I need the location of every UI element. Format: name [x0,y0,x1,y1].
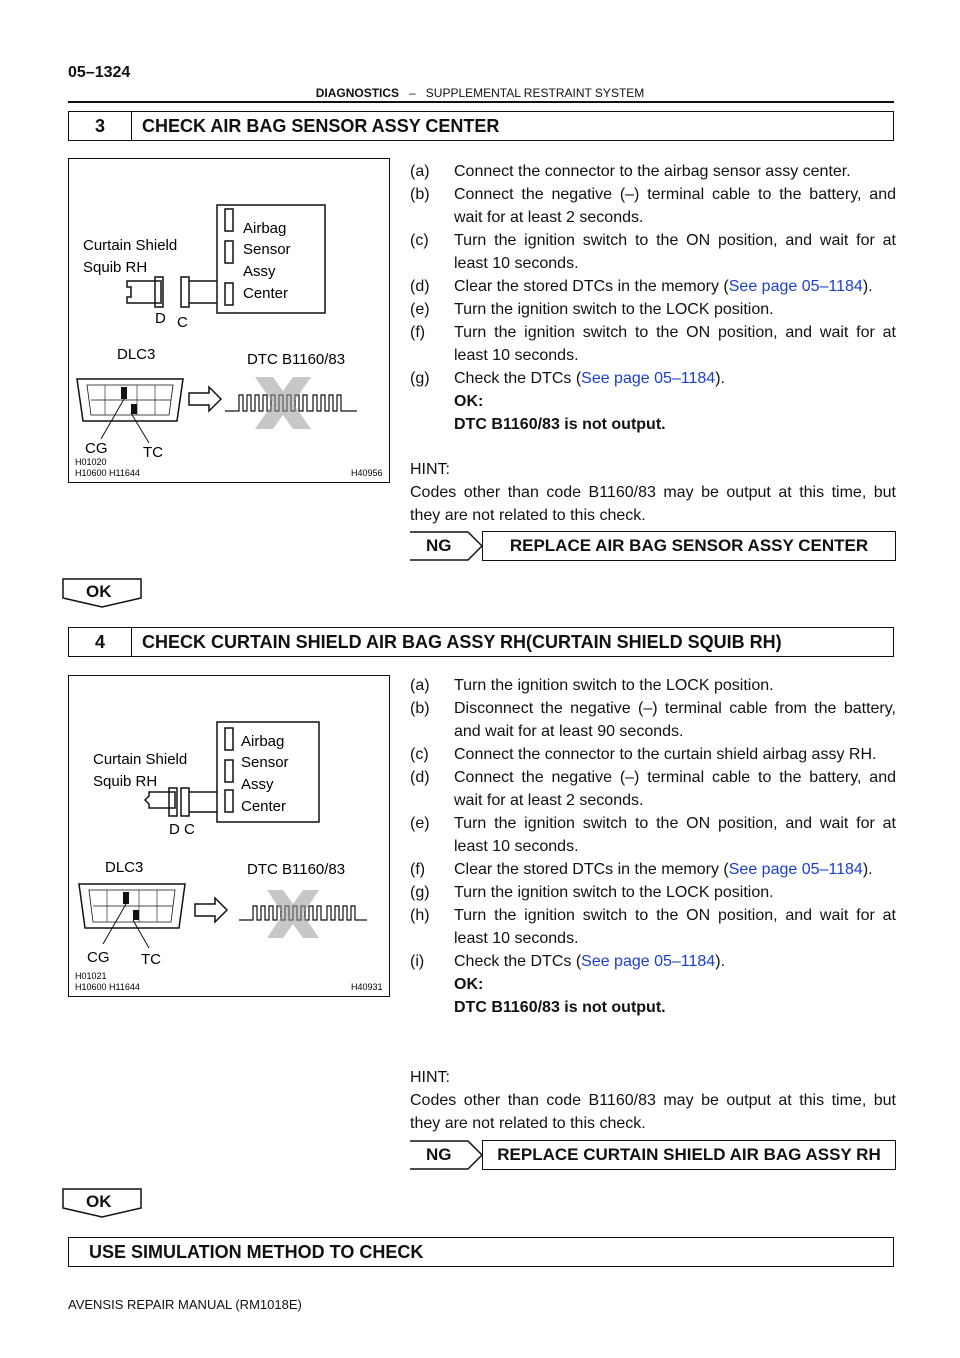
figure-ref-codes-1: H01021 [75,971,107,981]
instruction-item: (g) Check the DTCs (See page 05–1184). [410,370,725,387]
wiring-illustration [69,159,388,481]
instruction-item: (e) Turn the ignition switch to the LOCK position. [410,301,774,318]
squib-label-1: Curtain Shield [93,751,188,768]
header-separator: – [409,86,416,100]
dlc3-label: DLC3 [105,859,144,876]
step-title: CHECK CURTAIN SHIELD AIR BAG ASSY RH(CURTAIN SHIELD SQUIB RH) [142,631,782,652]
instruction-item: (c) Turn the ignition switch to the ON position, and wait for at least 10 seconds. [410,232,896,272]
step-number: 4 [69,628,132,656]
ng-action-box: REPLACE AIR BAG SENSOR ASSY CENTER [482,531,896,561]
step-title: CHECK AIR BAG SENSOR ASSY CENTER [142,115,500,136]
step-4-instructions [410,674,896,1019]
tc-label: TC [141,951,161,968]
instruction-item: (f) Turn the ignition switch to the ON position, and wait for at least 10 seconds. [410,324,896,364]
footer-manual-id: AVENSIS REPAIR MANUAL (RM1018E) [68,1297,302,1312]
figure-h40956 [68,158,390,483]
figure-id: H40931 [351,982,383,992]
subsection-name: SUPPLEMENTAL RESTRAINT SYSTEM [425,86,645,100]
figure-h40931 [68,675,390,997]
dlc3-label: DLC3 [117,346,156,363]
instruction-item: (g) Turn the ignition switch to the LOCK position. [410,884,774,901]
cg-label: CG [87,949,110,966]
step-4-ng-result [410,1140,896,1170]
ng-action-box: REPLACE CURTAIN SHIELD AIR BAG ASSY RH [482,1140,896,1170]
connector-d-label: D [155,310,166,327]
sensor-label-1: Airbag [241,733,285,750]
header-rule [68,101,894,103]
sensor-label-4: Center [241,798,287,815]
sensor-label-2: Sensor [241,754,289,771]
instruction-item: (c) Connect the connector to the curtain shield airbag assy RH. [410,746,877,763]
section-name: DIAGNOSTICS [315,86,400,100]
see-page-link[interactable]: See page 05–1184 [728,278,863,295]
cg-label: CG [85,440,108,457]
figure-ref-codes-1: H01020 [75,457,107,467]
instruction-item: (a) Connect the connector to the airbag sensor assy center. [410,163,851,180]
instruction-item: (d) Clear the stored DTCs in the memory (See page 05–1184). [410,278,873,295]
instruction-item: (i) Check the DTCs (See page 05–1184). [410,953,725,970]
see-page-link[interactable]: See page 05–1184 [728,861,863,878]
instruction-item: (h) Turn the ignition switch to the ON position, and wait for at least 10 seconds. [410,907,896,947]
step-4-header [68,627,894,657]
step-number: 3 [69,112,132,140]
ok-condition: OK: DTC B1160/83 is not output. [454,393,666,433]
sensor-label-1: Airbag [243,220,287,237]
step-3-ng-result [410,531,896,561]
step-3-hint: HINT: Codes other than code B1160/83 may be output at this time, but they are not related to this check. [410,461,896,524]
figure-ref-codes-2: H10600 H11644 [75,982,140,992]
instruction-item: (a) Turn the ignition switch to the LOCK position. [410,677,774,694]
ok-arrow: OK [62,1188,142,1218]
connector-c-label: C [177,314,188,331]
squib-label-2: Squib RH [83,259,148,276]
final-step-title: USE SIMULATION METHOD TO CHECK [89,1241,424,1262]
instruction-item: (f) Clear the stored DTCs in the memory (See page 05–1184). [410,861,873,878]
sensor-label-3: Assy [241,776,274,793]
figure-id: H40956 [351,468,383,478]
see-page-link[interactable]: See page 05–1184 [581,953,716,970]
ng-arrow: NG [410,531,482,561]
see-page-link[interactable]: See page 05–1184 [581,370,716,387]
squib-label-2: Squib RH [93,773,158,790]
page-number: 05–1324 [68,64,131,81]
ng-arrow: NG [410,1140,482,1170]
sensor-label-3: Assy [243,263,276,280]
ok-condition: OK: DTC B1160/83 is not output. [454,976,666,1016]
wiring-illustration [69,676,388,995]
final-step-box [68,1237,894,1267]
step-3-header [68,111,894,141]
connector-dc-label: D C [169,821,195,838]
dtc-label: DTC B1160/83 [247,351,346,368]
tc-label: TC [143,444,163,461]
running-header [0,86,960,100]
sensor-label-4: Center [243,285,289,302]
dtc-label: DTC B1160/83 [247,861,346,878]
instruction-item: (b) Connect the negative (–) terminal cable to the battery, and wait for at least 2 seconds. [410,186,896,226]
instruction-item: (d) Connect the negative (–) terminal cable to the battery, and wait for at least 2 seconds. [410,769,896,809]
sensor-label-2: Sensor [243,241,291,258]
step-3-instructions [410,160,896,436]
figure-ref-codes-2: H10600 H11644 [75,468,140,478]
instruction-item: (b) Disconnect the negative (–) terminal cable from the battery, and wait for at least 90 seconds. [410,700,896,740]
instruction-item: (e) Turn the ignition switch to the ON position, and wait for at least 10 seconds. [410,815,896,855]
squib-label-1: Curtain Shield [83,237,178,254]
step-4-hint: HINT: Codes other than code B1160/83 may be output at this time, but they are not related to this check. [410,1069,896,1132]
ok-arrow: OK [62,578,142,608]
